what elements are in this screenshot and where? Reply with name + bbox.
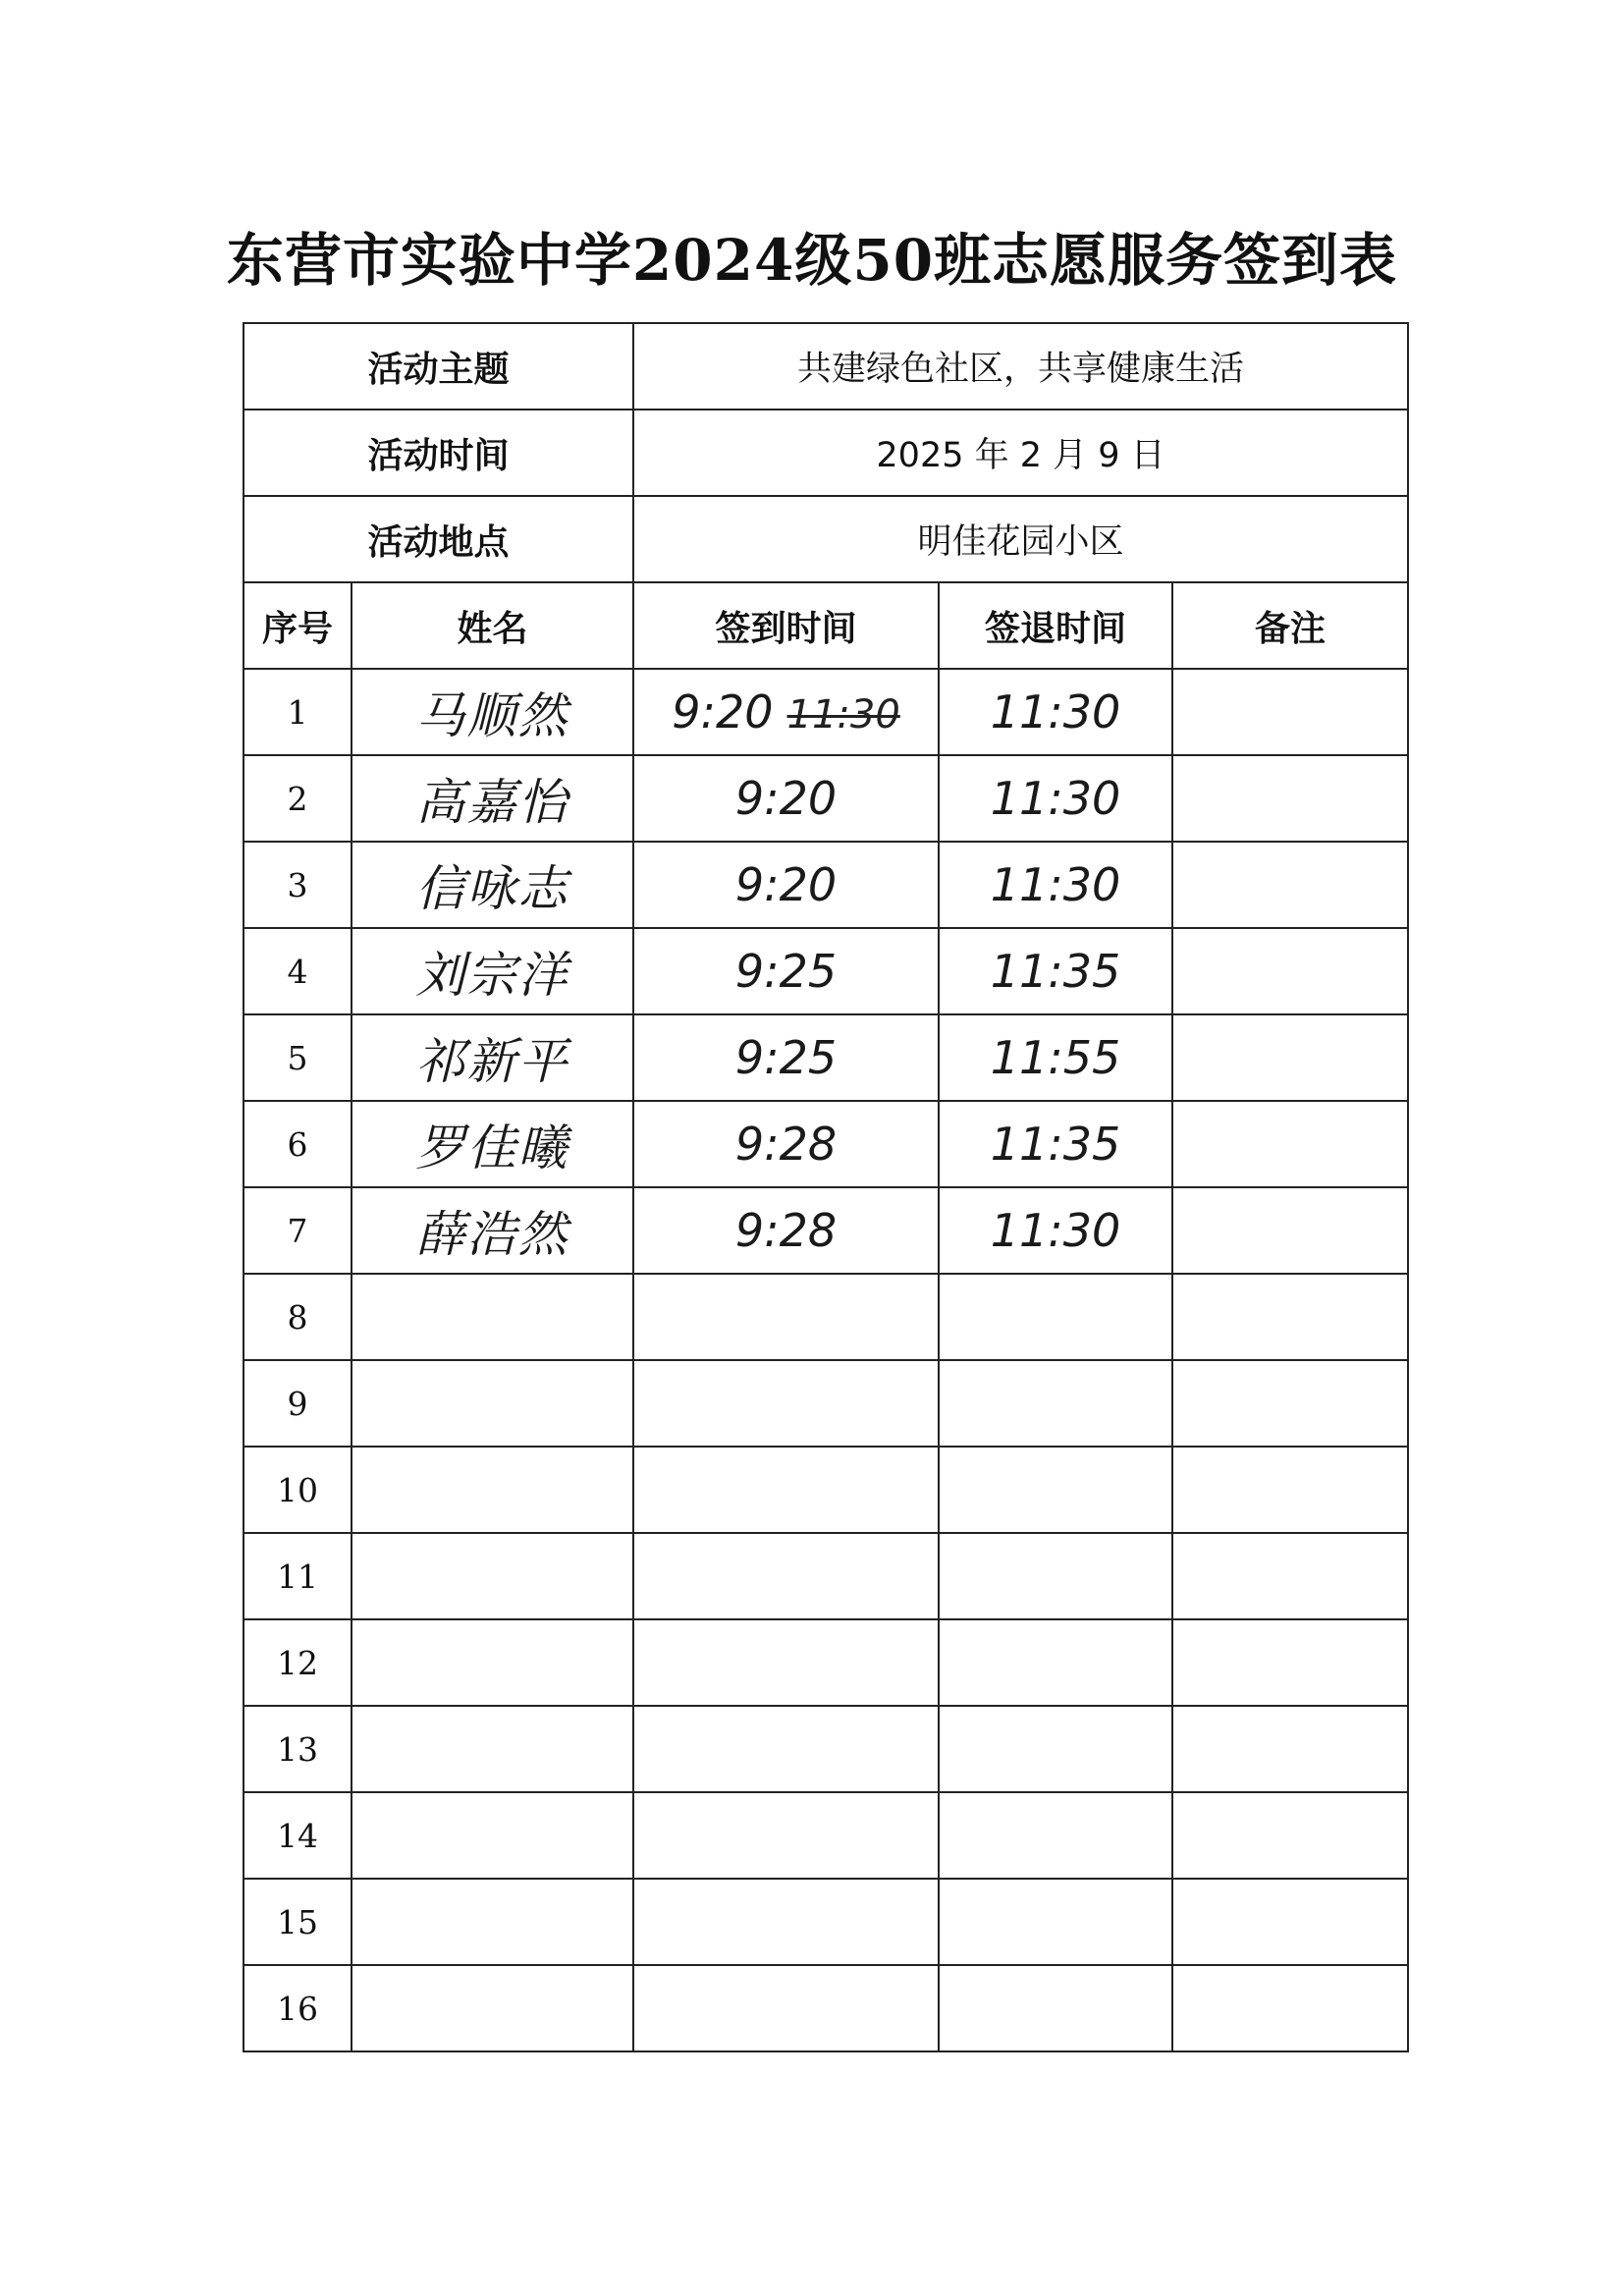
row-name: 薛浩然 bbox=[352, 1187, 633, 1274]
row-name: 马顺然 bbox=[352, 669, 633, 755]
row-checkin bbox=[633, 1879, 939, 1965]
row-name: 信咏志 bbox=[352, 842, 633, 928]
row-checkin: 9:25 bbox=[633, 928, 939, 1014]
row-note bbox=[1172, 1187, 1408, 1274]
row-note bbox=[1172, 1274, 1408, 1360]
row-name bbox=[352, 1274, 633, 1360]
page-title: 东营市实验中学2024级50班志愿服务签到表 bbox=[226, 227, 1398, 294]
row-checkout: 11:30 bbox=[939, 842, 1172, 928]
table-row bbox=[244, 755, 1408, 842]
row-checkout bbox=[939, 1792, 1172, 1879]
signin-table bbox=[243, 322, 1409, 2052]
row-seq: 13 bbox=[244, 1706, 352, 1792]
row-checkin bbox=[633, 1533, 939, 1619]
row-seq: 8 bbox=[244, 1274, 352, 1360]
row-note bbox=[1172, 1619, 1408, 1706]
row-note bbox=[1172, 1014, 1408, 1101]
row-seq: 4 bbox=[244, 928, 352, 1014]
row-name bbox=[352, 1879, 633, 1965]
row-note bbox=[1172, 928, 1408, 1014]
row-seq: 10 bbox=[244, 1447, 352, 1533]
row-name: 祁新平 bbox=[352, 1014, 633, 1101]
col-header-checkout: 签退时间 bbox=[939, 582, 1172, 669]
location-value: 明佳花园小区 bbox=[633, 496, 1408, 582]
row-name bbox=[352, 1619, 633, 1706]
row-note bbox=[1172, 1706, 1408, 1792]
row-name bbox=[352, 1447, 633, 1533]
theme-label: 活动主题 bbox=[244, 323, 633, 410]
col-header-note: 备注 bbox=[1172, 582, 1408, 669]
row-checkout: 11:35 bbox=[939, 928, 1172, 1014]
row-checkin: 9:28 bbox=[633, 1101, 939, 1187]
row-checkout bbox=[939, 1879, 1172, 1965]
row-name bbox=[352, 1792, 633, 1879]
row-checkout bbox=[939, 1706, 1172, 1792]
row-checkin: 9:28 bbox=[633, 1187, 939, 1274]
table-row bbox=[244, 1274, 1408, 1360]
row-seq: 6 bbox=[244, 1101, 352, 1187]
location-label: 活动地点 bbox=[244, 496, 633, 582]
info-row-time bbox=[244, 410, 1408, 496]
table-row bbox=[244, 1101, 1408, 1187]
row-name bbox=[352, 1360, 633, 1447]
row-seq: 2 bbox=[244, 755, 352, 842]
info-row-location bbox=[244, 496, 1408, 582]
table-row bbox=[244, 1619, 1408, 1706]
row-seq: 14 bbox=[244, 1792, 352, 1879]
table-row bbox=[244, 1014, 1408, 1101]
row-checkout: 11:30 bbox=[939, 669, 1172, 755]
row-note bbox=[1172, 669, 1408, 755]
row-name bbox=[352, 1533, 633, 1619]
table-row bbox=[244, 1879, 1408, 1965]
row-checkout bbox=[939, 1360, 1172, 1447]
row-checkin bbox=[633, 1274, 939, 1360]
table-row bbox=[244, 1792, 1408, 1879]
row-seq: 9 bbox=[244, 1360, 352, 1447]
table-row bbox=[244, 842, 1408, 928]
row-checkout bbox=[939, 1274, 1172, 1360]
info-row-theme bbox=[244, 323, 1408, 410]
row-note bbox=[1172, 1965, 1408, 2051]
row-seq: 5 bbox=[244, 1014, 352, 1101]
row-name: 刘宗洋 bbox=[352, 928, 633, 1014]
row-seq: 15 bbox=[244, 1879, 352, 1965]
col-header-seq: 序号 bbox=[244, 582, 352, 669]
row-checkout bbox=[939, 1965, 1172, 2051]
row-seq: 12 bbox=[244, 1619, 352, 1706]
table-row bbox=[244, 1360, 1408, 1447]
row-name: 高嘉怡 bbox=[352, 755, 633, 842]
checkin-time: 9:20 bbox=[672, 685, 774, 738]
row-note bbox=[1172, 1101, 1408, 1187]
struck-through-time: 11:30 bbox=[786, 692, 900, 738]
table-row bbox=[244, 928, 1408, 1014]
row-checkout bbox=[939, 1447, 1172, 1533]
row-note bbox=[1172, 1533, 1408, 1619]
table-row bbox=[244, 1447, 1408, 1533]
row-checkin bbox=[633, 1706, 939, 1792]
row-note bbox=[1172, 1792, 1408, 1879]
row-checkout bbox=[939, 1533, 1172, 1619]
col-header-name: 姓名 bbox=[352, 582, 633, 669]
column-header-row bbox=[244, 582, 1408, 669]
theme-value: 共建绿色社区，共享健康生活 bbox=[633, 323, 1408, 410]
row-checkin: 9:20 bbox=[633, 842, 939, 928]
row-checkin bbox=[633, 1447, 939, 1533]
row-checkin bbox=[633, 1360, 939, 1447]
row-name bbox=[352, 1965, 633, 2051]
row-name: 罗佳曦 bbox=[352, 1101, 633, 1187]
row-note bbox=[1172, 1879, 1408, 1965]
row-checkin bbox=[633, 1965, 939, 2051]
row-name bbox=[352, 1706, 633, 1792]
row-seq: 7 bbox=[244, 1187, 352, 1274]
table-row bbox=[244, 1187, 1408, 1274]
row-note bbox=[1172, 842, 1408, 928]
row-seq: 1 bbox=[244, 669, 352, 755]
row-note bbox=[1172, 755, 1408, 842]
time-label: 活动时间 bbox=[244, 410, 633, 496]
col-header-checkin: 签到时间 bbox=[633, 582, 939, 669]
table-row bbox=[244, 1706, 1408, 1792]
row-note bbox=[1172, 1360, 1408, 1447]
time-value: 2025 年 2 月 9 日 bbox=[633, 410, 1408, 496]
row-checkin bbox=[633, 1792, 939, 1879]
table-row bbox=[244, 669, 1408, 755]
table-row bbox=[244, 1965, 1408, 2051]
row-checkout: 11:30 bbox=[939, 1187, 1172, 1274]
row-checkin: 9:20 bbox=[633, 755, 939, 842]
row-seq: 16 bbox=[244, 1965, 352, 2051]
row-checkin: 9:25 bbox=[633, 1014, 939, 1101]
row-checkout: 11:35 bbox=[939, 1101, 1172, 1187]
row-checkin bbox=[633, 669, 939, 755]
row-note bbox=[1172, 1447, 1408, 1533]
row-checkout: 11:55 bbox=[939, 1014, 1172, 1101]
row-checkin bbox=[633, 1619, 939, 1706]
table-row bbox=[244, 1533, 1408, 1619]
row-checkout: 11:30 bbox=[939, 755, 1172, 842]
row-seq: 3 bbox=[244, 842, 352, 928]
row-seq: 11 bbox=[244, 1533, 352, 1619]
row-checkout bbox=[939, 1619, 1172, 1706]
